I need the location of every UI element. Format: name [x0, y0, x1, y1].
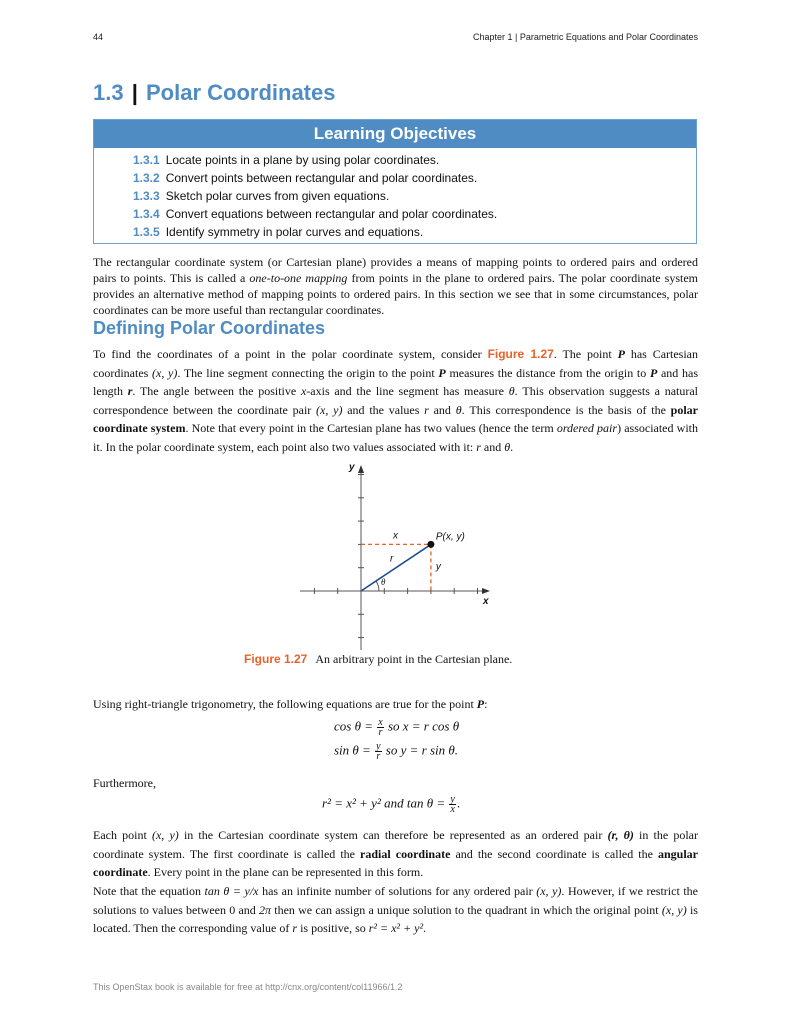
objective-text: Sketch polar curves from given equations. [165, 189, 390, 203]
learning-objectives-title: Learning Objectives [94, 120, 696, 148]
point-label: P(x, y) [435, 531, 465, 543]
math-expr: 0 [229, 902, 236, 917]
math-expr: (x, y) [152, 365, 178, 380]
angle-arc [376, 581, 379, 591]
text-run: Using right-triangle trigonometry, the following equations are true for the point [93, 697, 477, 711]
text-run: . Every point in the plane can be represented in this form. [147, 865, 424, 879]
radius-segment [361, 544, 431, 591]
objective-text: Identify symmetry in polar curves and equations. [165, 225, 424, 239]
math-var: r [476, 439, 481, 454]
learning-objectives-list [94, 148, 696, 243]
objective-number: 1.3.4 [133, 207, 160, 221]
text-run: has Cartesian coordinates [93, 347, 699, 380]
text-run: ) associated with it. In the polar coordinate system, each point also two values associated with it: [93, 421, 698, 454]
math-var: θ [508, 384, 515, 398]
text-run: then we can assign a unique solution to the quadrant in which the original point [271, 902, 662, 917]
objective-item [133, 187, 696, 205]
math-var: r [292, 921, 298, 935]
polar-pair-paragraph [93, 826, 698, 882]
section-name: Polar Coordinates [146, 80, 336, 105]
figure-link[interactable]: Figure 1.27 [487, 347, 554, 361]
eq-rhs: so y = r sin θ. [382, 742, 459, 758]
defining-paragraph [93, 345, 698, 456]
text-run: and [480, 439, 505, 454]
text-run: To find the coordinates of a point in the polar coordinate system, consider [93, 347, 488, 361]
text-run: has an infinite number of solutions for any ordered pair [258, 884, 537, 898]
y-axis-label: y [349, 462, 355, 473]
figure-label: Figure 1.27 [244, 652, 308, 666]
section-number: 1.3 [93, 80, 124, 105]
trig-intro [93, 696, 698, 712]
math-var: P [476, 697, 485, 711]
denominator: x [450, 804, 455, 815]
eq-rhs: so x = r cos θ [384, 718, 460, 734]
fraction [375, 742, 381, 761]
text-run: is positive, so [297, 921, 369, 935]
eq-end: . [456, 795, 461, 811]
bold-term: radial coordinate [360, 846, 451, 861]
text-run: . [510, 439, 514, 454]
math-expr: (x, y) [151, 828, 179, 842]
vertical-leg-label: y [435, 561, 441, 573]
text-run: Note that the equation [93, 884, 205, 898]
segment-label: r [389, 553, 394, 565]
text-run: from points in the plane to ordered pairs. The polar coordinate system provides an alternative method of mapping points to ordered pairs. In this section we see that in some circumstances, polar coordinates can be more useful than rectangular coordinates. [93, 271, 698, 317]
text-run: . Note that every point in the Cartesian plane has two values (hence the term [185, 421, 557, 435]
angle-label: θ [381, 577, 386, 587]
denominator: r [376, 751, 381, 762]
section-title [93, 80, 335, 106]
objective-number: 1.3.2 [133, 171, 160, 185]
text-run: . The angle between the positive [132, 384, 301, 398]
axis-ticks [314, 475, 477, 638]
fraction [449, 795, 455, 814]
section-separator: | [131, 80, 138, 105]
tan-note-paragraph [93, 882, 698, 938]
numerator: y [376, 741, 381, 752]
equation-r-squared-tan [322, 795, 460, 814]
text-run: . The point [553, 347, 618, 361]
y-axis-arrow-icon [358, 465, 364, 473]
objective-item [133, 169, 696, 187]
text-run: The rectangular coordinate system (or Cartesian plane) provides a means of mapping points to ordered pairs and ordered pairs to points. This is called a [93, 255, 698, 285]
eq-lhs: sin θ = [334, 742, 375, 758]
text-run: and [235, 902, 259, 917]
objective-number: 1.3.3 [133, 189, 160, 203]
numerator: x [378, 717, 383, 728]
math-expr: (r, θ) [607, 828, 634, 842]
objective-text: Locate points in a plane by using polar coordinates. [165, 153, 440, 167]
figure-caption [244, 652, 512, 667]
text-run: Each point [93, 828, 152, 842]
emphasis-term: one-to-one mapping [249, 271, 348, 285]
math-var: r [424, 402, 429, 417]
math-expr: (x, y) [661, 902, 687, 917]
x-axis-label: x [483, 596, 489, 607]
text-run: and the values [342, 402, 425, 417]
math-expr: r² = x² + y² [368, 921, 424, 935]
numerator: y [450, 794, 455, 805]
page-number: 44 [93, 32, 104, 42]
math-var: θ [504, 439, 511, 454]
objective-text: Convert points between rectangular and polar coordinates. [165, 171, 478, 185]
intro-paragraph [93, 254, 698, 318]
math-expr: (x, y) [536, 884, 562, 898]
furthermore-text: Furthermore, [93, 776, 156, 790]
fraction [377, 718, 383, 737]
math-var: P [438, 365, 446, 380]
objective-item [133, 205, 696, 223]
text-run: . This observation suggests a natural correspondence between the coordinate pair [93, 384, 699, 417]
equation-cos [334, 718, 459, 737]
math-var: θ [455, 402, 462, 417]
emphasis-term: ordered pair [556, 421, 618, 435]
denominator: r [378, 727, 383, 738]
math-expr: 2π [259, 902, 272, 917]
text-run: . This correspondence is the basis of the [461, 402, 671, 417]
text-run: measures the distance from the origin to [449, 365, 650, 380]
text-run: -axis and the line segment has measure [306, 384, 509, 398]
figure-cartesian-point [290, 455, 510, 655]
math-var: r [127, 384, 133, 398]
text-run: in the Cartesian coordinate system can therefore be represented as an ordered pair [178, 828, 608, 842]
math-expr: (x, y) [316, 402, 343, 417]
footer-note: This OpenStax book is available for free at http://cnx.org/content/col11966/1.2 [93, 982, 403, 992]
equation-sin [334, 742, 458, 761]
text-run: is located. Then the corresponding value of [93, 902, 698, 935]
chapter-running-title: Chapter 1 | Parametric Equations and Polar Coordinates [473, 32, 698, 42]
text-run: . However, if we restrict the solutions to values between [93, 884, 698, 917]
bold-term: angular coordinate [93, 846, 699, 879]
text-run: : [484, 697, 488, 711]
math-expr: tan θ = y/x [204, 884, 259, 898]
objective-number: 1.3.5 [133, 225, 160, 239]
caption-text: An arbitrary point in the Cartesian plane. [315, 652, 513, 666]
bold-term: polar coordinate system [93, 402, 699, 435]
objective-item [133, 223, 696, 241]
objective-text: Convert equations between rectangular and polar coordinates. [165, 207, 498, 221]
text-run: . The line segment connecting the origin to the point [177, 365, 439, 380]
subsection-title: Defining Polar Coordinates [93, 318, 326, 338]
point-p [427, 541, 434, 548]
cartesian-plane-diagram [290, 455, 510, 655]
x-axis-arrow-icon [482, 588, 490, 594]
text-run: in the polar coordinate system. The first coordinate is called the [93, 828, 698, 861]
eq-lhs: cos θ = [334, 718, 377, 734]
text-run: and the second coordinate is called the [450, 846, 658, 861]
math-var: x [300, 384, 307, 398]
learning-objectives-box [93, 119, 697, 244]
text-run: . [423, 921, 427, 935]
eq-lhs: r² = x² + y² and tan θ = [322, 795, 449, 811]
horizontal-leg-label: x [392, 530, 398, 542]
math-var: P [649, 365, 658, 380]
objective-item [133, 151, 696, 169]
text-run: and [428, 402, 456, 417]
text-run: and has length [93, 365, 699, 398]
math-var: P [617, 347, 625, 361]
objective-number: 1.3.1 [133, 153, 160, 167]
